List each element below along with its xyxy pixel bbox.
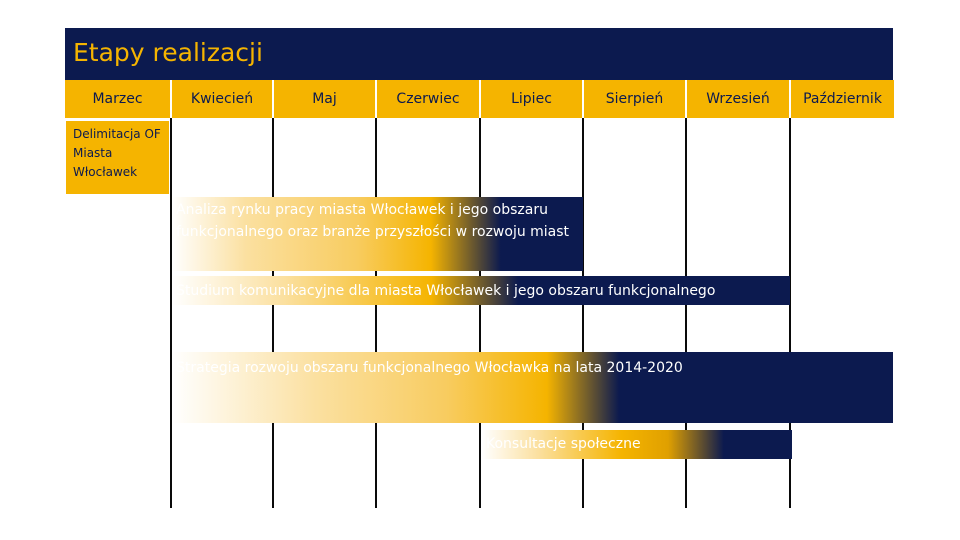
- month-october: Październik: [791, 80, 894, 118]
- month-may: Maj: [274, 80, 375, 118]
- month-june: Czerwiec: [377, 80, 479, 118]
- month-september: Wrzesień: [687, 80, 789, 118]
- month-july: Lipiec: [481, 80, 582, 118]
- grid-line: [375, 118, 377, 508]
- grid-line: [272, 118, 274, 508]
- month-march: Marzec: [65, 80, 170, 118]
- title-bar: [65, 28, 893, 80]
- month-august: Sierpień: [584, 80, 685, 118]
- page-title: Etapy realizacji: [73, 38, 263, 67]
- delimitation-box: Delimitacja OF Miasta Włocławek: [66, 121, 169, 194]
- task-bar-labor-market: Analiza rynku pracy miasta Włocławek i jego obszaru funkcjonalnego oraz branże przyszłości w rozwoju miast: [172, 197, 583, 271]
- month-april: Kwiecień: [172, 80, 272, 118]
- grid-line: [170, 118, 172, 508]
- task-bar-development-strategy: Strategia rozwoju obszaru funkcjonalnego Włocławka na lata 2014-2020: [172, 352, 893, 423]
- grid-line: [479, 118, 481, 508]
- task-bar-transport-study: Studium komunikacyjne dla miasta Włocławek i jego obszaru funkcjonalnego: [172, 276, 790, 305]
- task-bar-public-consultation: Konsultacje społeczne: [482, 430, 792, 459]
